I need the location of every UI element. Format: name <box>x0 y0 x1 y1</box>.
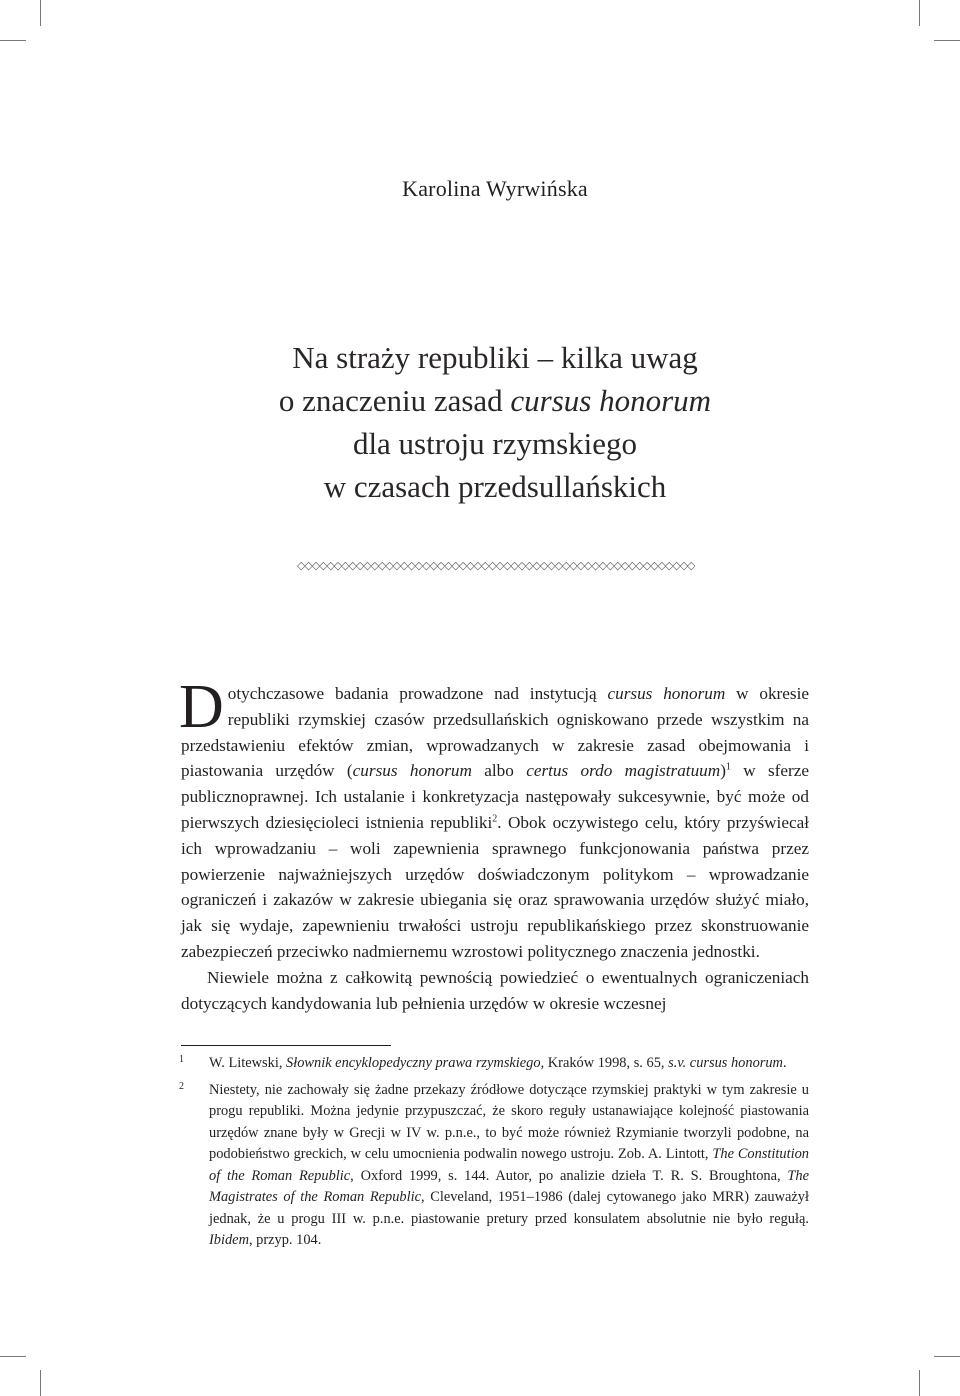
crop-mark <box>919 1370 920 1396</box>
footnotes <box>181 1053 809 1252</box>
crop-mark <box>934 1356 960 1357</box>
crop-mark <box>0 40 26 41</box>
footnote-2: 2 Niestety, nie zachowały się żadne przekazy źródłowe dotyczące rzymskiej praktyki w tym zakresie u progu republiki. Można jedynie przypuszczać, że skoro reguły ustanawiające kolejność piastowania urzędów znane były w Grecji w IV w. p.n.e., to być może również Rzymianie tworzyli podobne, na podobieństwo greckich, w celu umocnienia podwalin nowego ustroju. Zob. A. Lintott, The Constitution of the Roman Republic, Oxford 1999, s. 144. Autor, po analizie dzieła T. R. S. Broughtona, The Magistrates of the Roman Republic, Cleveland, 1951–1986 (dalej cytowanego jako MRR) zauważył jednak, że u progu III w. p.n.e. piastowanie pretury przed konsulatem absolutnie nie było regułą. Ibidem, przyp. 104. <box>181 1080 809 1252</box>
footnote-ref-2[interactable]: 2 <box>492 813 498 825</box>
title-line-4: w czasach przedsullańskich <box>323 469 667 504</box>
crop-mark <box>40 0 41 26</box>
title-italic-term: cursus honorum <box>510 383 712 418</box>
footnote-1: 1 W. Litewski, Słownik encyklopedyczny prawa rzymskiego, Kraków 1998, s. 65, s.v. cursus honorum. <box>181 1053 809 1075</box>
footnote-number: 1 <box>179 1054 184 1065</box>
ornament-divider: ◇◇◇◇◇◇◇◇◇◇◇◇◇◇◇◇◇◇◇◇◇◇◇◇◇◇◇◇◇◇◇◇◇◇◇◇◇◇◇◇◇◇◇◇◇◇◇◇◇◇◇◇◇◇ <box>297 559 695 572</box>
title-line-3: dla ustroju rzymskiego <box>352 426 638 461</box>
crop-mark <box>934 40 960 41</box>
footnote-ref-1[interactable]: 1 <box>725 761 731 773</box>
footnote-number: 2 <box>179 1080 184 1092</box>
title-line-1: Na straży republiki – kilka uwag <box>292 340 698 375</box>
title-line-2: o znaczeniu zasad cursus honorum <box>278 383 712 418</box>
article-title <box>0 336 960 508</box>
body-text <box>179 673 810 1016</box>
crop-mark <box>919 0 920 26</box>
paragraph-1: Dotychczasowe badania prowadzone nad instytucją cursus honorum w okresie republiki rzymskiej czasów przedsullańskich ogniskowano przede wszystkim na przedstawieniu efektów zmian, wprowadzanych w zakresie zasad obejmowania i piastowania urzędów (cursus honorum albo certus ordo magistratuum)$^1$ w sferze publicznoprawnej. Ich ustalanie i konkretyzacja następowały sukcesywnie, być może od pierwszych dziesięcioleci istnienia republiki$^2$. Obok oczywistego celu, który przyświecał ich wprowadzaniu – woli zapewnienia sprawnego funkcjonowania państwa przez powierzenie najważniejszych urzędów doświadczonym politykom – wprowadzanie ograniczeń i zakazów w zakresie ubiegania się oraz sprawowania urzędów służyć miało, jak się wydaje, zapewnieniu trwałości ustroju republikańskiego przez skonstruowanie zabezpieczeń przeciwko nadmiernemu wzrostowi politycznego znaczenia jednostki. <box>179 673 810 961</box>
author-name: Karolina Wyrwińska <box>402 176 588 201</box>
drop-cap: D <box>179 673 224 741</box>
footnote-rule <box>181 1045 391 1046</box>
paragraph-2: Niewiele można z całkowitą pewnością powiedzieć o ewentualnych ograniczeniach dotyczących kandydowania lub pełnienia urzędów w okresie wczesnej <box>181 967 809 1013</box>
crop-mark <box>40 1370 41 1396</box>
crop-mark <box>0 1356 26 1357</box>
